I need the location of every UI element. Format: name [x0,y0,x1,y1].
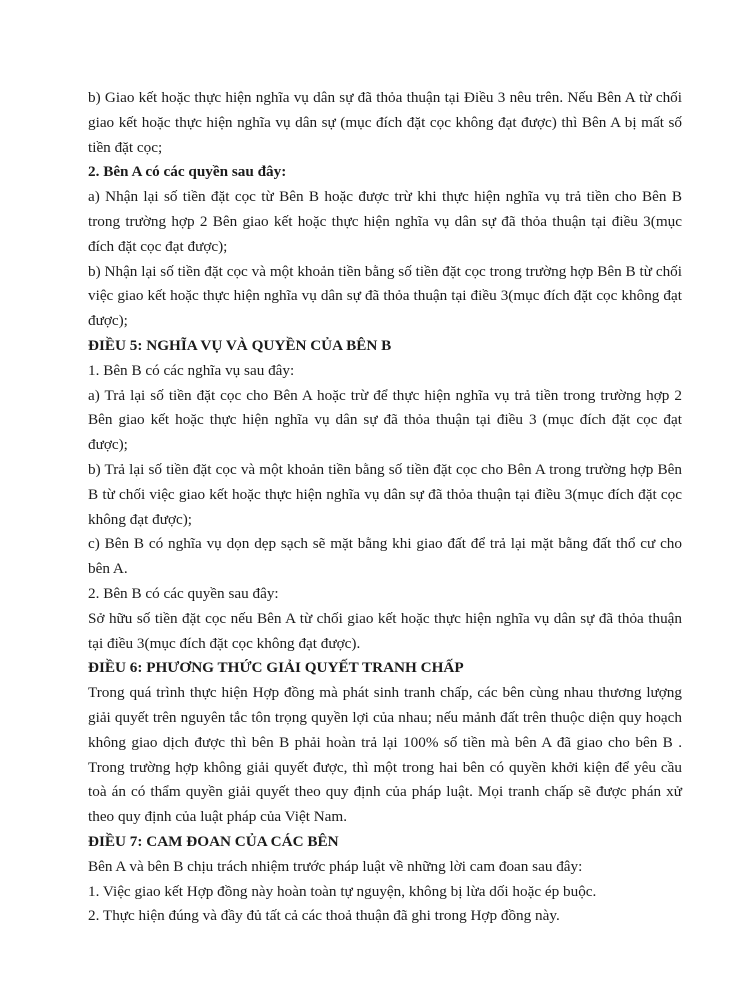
paragraph-ben-a-obligation-b: b) Giao kết hoặc thực hiện nghĩa vụ dân sự đã thỏa thuận tại Điều 3 nêu trên. Nếu Bên A từ chối giao kết hoặc thực hiện nghĩa vụ dân sự (mục đích đặt cọc không đạt được) thì Bên A bị mất số tiền đặt cọc; [88,89,682,156]
paragraph-ben-b-obligation-b: b) Trả lại số tiền đặt cọc và một khoản tiền bằng số tiền đặt cọc cho Bên A trong trường hợp Bên B từ chối việc giao kết hoặc thực hiện nghĩa vụ dân sự đã thỏa thuận tại điều 3(mục đích đặt cọc không đạt được); [88,460,682,528]
paragraph-commitment-intro: Bên A và bên B chịu trách nhiệm trước pháp luật về những lời cam đoan sau đây: [88,857,583,875]
heading-article-6: ĐIỀU 6: PHƯƠNG THỨC GIẢI QUYẾT TRANH CHẤP [88,659,464,677]
paragraph-ben-b-obligation-c: c) Bên B có nghĩa vụ dọn dẹp sạch sẽ mặt bằng khi giao đất để trả lại mặt bằng đất thổ cư cho bên A. [88,535,682,578]
paragraph-ben-b-obligations-intro: 1. Bên B có các nghĩa vụ sau đây: [88,361,295,379]
paragraph-commitment-1: 1. Việc giao kết Hợp đồng này hoàn toàn tự nguyện, không bị lừa dối hoặc ép buộc. [88,882,597,900]
paragraph-dispute-resolution: Trong quá trình thực hiện Hợp đồng mà phát sinh tranh chấp, các bên cùng nhau thương lượng giải quyết trên nguyên tắc tôn trọng quyền lợi của nhau; nếu mảnh đất trên thuộc diện quy hoạch không giao dịch được thì bên B phải hoàn trả lại 100% số tiền mà bên A đã giao cho bên B . Trong trường hợp không giải quyết được, thì một trong hai bên có quyền khởi kiện để yêu cầu toà án có thẩm quyền giải quyết theo quy định của pháp luật. Mọi tranh chấp sẽ được phán xử theo quy định của luật pháp của Việt Nam. [88,684,682,826]
paragraph-commitment-2: 2. Thực hiện đúng và đầy đủ tất cả các thoả thuận đã ghi trong Hợp đồng này. [88,907,560,925]
paragraph-ben-a-right-a: a) Nhận lại số tiền đặt cọc từ Bên B hoặc được trừ khi thực hiện nghĩa vụ trả tiền cho Bên B trong trường hợp 2 Bên giao kết hoặc thực hiện nghĩa vụ dân sự đã thỏa thuận tại điều 3(mục đích đặt cọc đạt được); [88,188,682,255]
paragraph-ben-b-obligation-a: a) Trả lại số tiền đặt cọc cho Bên A hoặc trừ để thực hiện nghĩa vụ trả tiền trong trường hợp 2 Bên giao kết hoặc thực hiện nghĩa vụ dân sự đã thỏa thuận tại điều 3 (mục đích đặt cọc đạt được); [88,386,682,454]
heading-article-5: ĐIỀU 5: NGHĨA VỤ VÀ QUYỀN CỦA BÊN B [88,336,392,354]
paragraph-ben-b-right: Sở hữu số tiền đặt cọc nếu Bên A từ chối giao kết hoặc thực hiện nghĩa vụ dân sự đã thỏa thuận tại điều 3(mục đích đặt cọc không đạt được). [88,609,682,652]
document-page [88,86,682,929]
paragraph-ben-b-rights-intro: 2. Bên B có các quyền sau đây: [88,584,279,602]
heading-ben-a-rights: 2. Bên A có các quyền sau đây: [88,163,287,181]
paragraph-ben-a-right-b: b) Nhận lại số tiền đặt cọc và một khoản tiền bằng số tiền đặt cọc trong trường hợp Bên B từ chối việc giao kết hoặc thực hiện nghĩa vụ dân sự đã thỏa thuận tại điều 3(mục đích đặt cọc không đạt được); [88,262,682,330]
heading-article-7: ĐIỀU 7: CAM ĐOAN CỦA CÁC BÊN [88,832,339,850]
